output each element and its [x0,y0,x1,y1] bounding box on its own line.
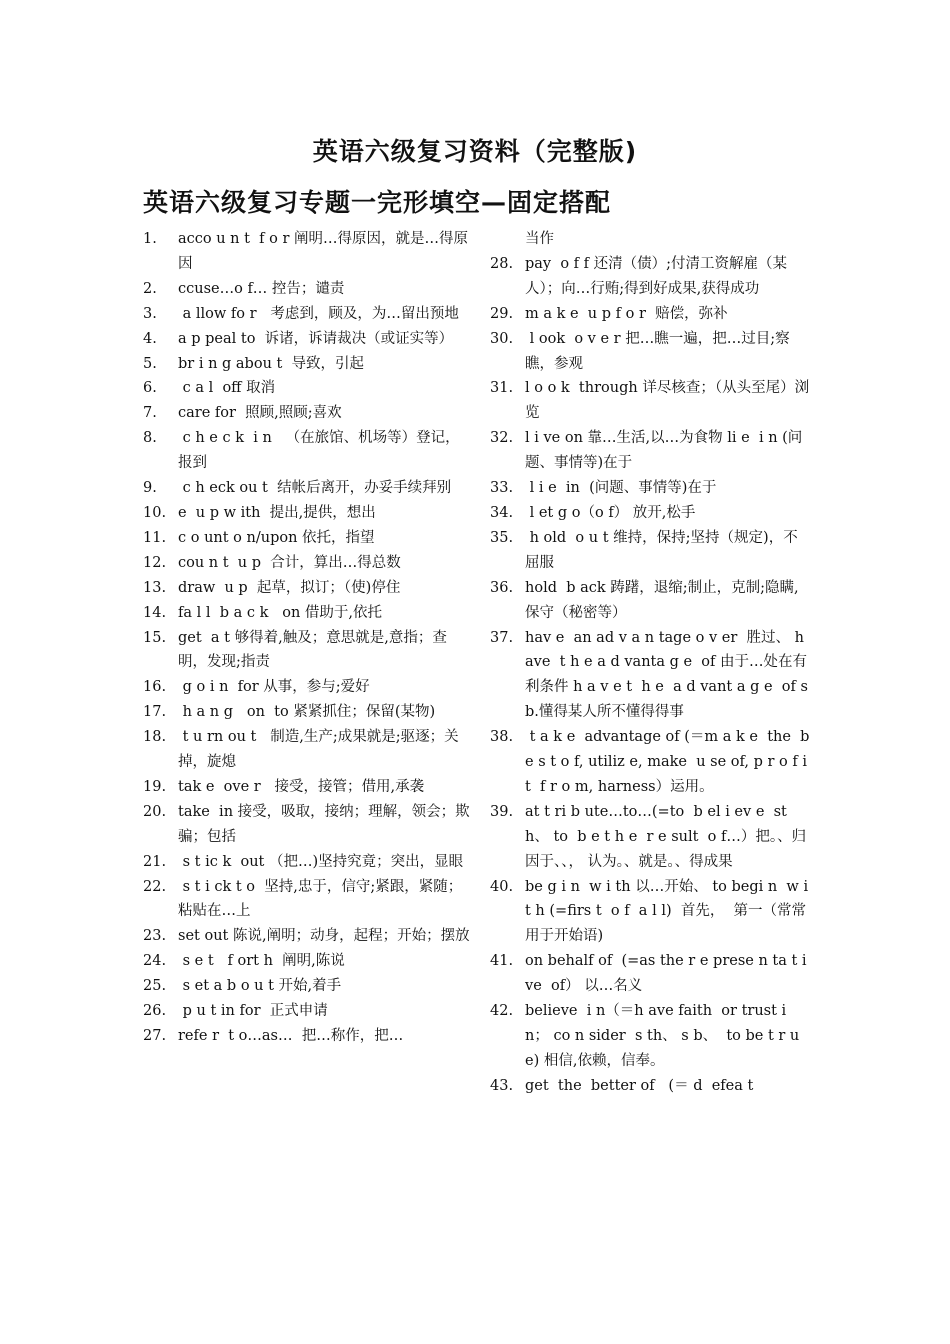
item-number: 25. [143,978,167,995]
list-item [143,626,473,676]
item-text: c h eck ou t 结帐后离开，办妥手续拜别 [178,480,452,497]
item-text: t u rn ou t 制造,生产;成果就是;驱逐；关掉，旋熄 [178,729,459,771]
item-number: 34. [490,504,514,521]
item-number: 30. [490,330,514,347]
list-item [143,924,473,949]
item-number: 8. [143,430,157,447]
item-number: 17. [143,704,167,721]
list-item [143,376,473,401]
item-number: 31. [490,380,514,397]
item-number: 9. [143,480,157,497]
item-text: c h e c k i n （在旅馆、机场等）登记，报到 [178,430,460,472]
item-number: 38. [490,729,514,746]
list-item [490,626,810,726]
list-item [143,675,473,700]
item-number: 23. [143,928,167,945]
list-item [143,576,473,601]
item-text: ccuse…o f… 控告；谴责 [178,280,345,297]
list-item [143,700,473,725]
item-number: 40. [490,878,514,895]
item-text: e u p w ith 提出,提供，想出 [178,504,376,521]
item-text: acco u n t f o r 阐明…得原因，就是…得原因 [178,231,469,272]
list-item [143,327,473,352]
list-item [490,875,813,950]
item-text: hold b ack 踌躇，退缩;制止，克制;隐瞒,保守（秘密等） [525,579,799,621]
item-number: 16. [143,679,167,696]
item-text: c a l off 取消 [178,380,276,397]
continuation-text: 当作 [525,231,554,247]
list-item [143,277,473,302]
list-item [143,875,473,925]
list-item [490,501,810,526]
item-number: 2. [143,280,157,297]
list-item [143,501,473,526]
item-text: h a n g on to 紧紧抓住；保留(某物) [178,704,436,721]
item-number: 37. [490,629,514,646]
list-item [490,476,810,501]
item-number: 21. [143,853,167,870]
list-item [490,1074,810,1099]
item-number: 18. [143,729,167,746]
item-number: 41. [490,953,514,970]
item-text: at t ri b ute…to…(=to b el i ev e st h、 to b e t h e r e sult o f…）把。、归因于、、， 认为。、就是。、得成果 [525,803,807,870]
item-number: 14. [143,604,167,621]
list-item [490,949,810,999]
item-text: t a k e advantage of (＝m a k e the b e s t o f, utiliz e, make u se of, p r o f i t f r o m, harness）运用。 [525,729,815,795]
list-item [143,302,473,327]
document-title: 英语六级复习资料（完整版) [312,137,638,166]
list-item [143,476,473,501]
item-text: be g i n w i th 以…开始、 to begi n w i t h (=firs t o f a l l) 首先， 第一（常常用于开始语) [525,878,813,945]
item-number: 22. [143,878,167,895]
item-text: l i e in (问题、事情等)在于 [525,480,717,497]
item-text: a llow fo r 考虑到，顾及，为…留出预地 [178,305,459,322]
list-item [143,1024,473,1049]
item-number: 3. [143,305,157,322]
item-text: l ook o v e r 把…瞧一遍，把…过目;察瞧，参观 [525,330,790,372]
item-text: a p peal to 诉诸，诉请裁决（或证实等） [178,330,454,347]
item-number: 7. [143,405,157,422]
item-text: cou n t u p 合计，算出…得总数 [178,554,401,571]
list-item [490,302,810,327]
item-text: s t ic k out （把…)坚持究竟；突出，显眼 [178,853,464,870]
list-item [143,850,473,875]
item-number: 20. [143,803,167,820]
item-text: m a k e u p f o r 赔偿，弥补 [525,305,728,322]
item-text: tak e ove r 接受，接管；借用,承袭 [178,778,425,795]
item-number: 39. [490,803,514,820]
item-text: p u t in for 正式申请 [178,1003,328,1020]
item-number: 12. [143,554,167,571]
list-item [143,227,473,277]
item-text: l et g o（o f） 放开,松手 [525,504,696,521]
list-item [143,800,473,850]
item-text: l i ve on 靠…生活,以…为食物 li e i n (问题、事情等)在于 [525,430,803,472]
item-number: 28. [490,255,514,272]
list-item [490,376,810,426]
list-item [143,974,473,999]
item-number: 32. [490,430,514,447]
left-column [143,227,473,1049]
list-item [490,526,810,576]
item-text: br i n g abou t 导致，引起 [178,355,365,372]
list-item [143,775,473,800]
item-text: get a t 够得着,触及；意思就是,意指；查明，发现;指责 [178,629,447,671]
item-text: on behalf of (=as the r e prese n ta t ive of） 以…名义 [525,953,807,995]
item-number: 10. [143,504,167,521]
item-text: hav e an ad v a n tage o v er 胜过、 have t h e a d vanta g e of 由于…处在有利条件 h a v e t h e a d vant a g e of sb.懂得某人所不懂得得事 [525,629,808,721]
item-number: 36. [490,579,514,596]
item-number: 24. [143,953,167,970]
item-text: take in 接受，吸取，接纳；理解，领会；欺骗；包括 [178,803,470,845]
list-item [143,949,473,974]
item-number: 4. [143,330,157,347]
item-text: c o unt o n/upon 依托，指望 [178,529,375,546]
list-item [490,725,815,800]
list-item [490,576,810,626]
item-text: s e t f ort h 阐明,陈说 [178,953,345,970]
item-text: s t i ck t o 坚持,忠于，信守;紧跟，紧随；粘贴在…上 [178,878,463,920]
item-text: h old o u t 维持，保持;坚持（规定)，不屈服 [525,529,798,571]
list-item [490,999,810,1074]
item-number: 42. [490,1003,514,1020]
list-item [490,327,810,377]
item-text: g o i n for 从事，参与;爱好 [178,679,370,696]
item-number: 27. [143,1028,167,1044]
item-text: pay o f f 还清（债）;付清工资解雇（某人）；向…行贿;得到好成果,获得成功 [525,255,788,297]
item-text: refe r t o…as… 把…称作，把… [178,1028,404,1044]
list-item [143,601,473,626]
item-text: believe i n（＝h ave faith or trust in； co n sider s th、 s b、 to be t r u e) 相信,依赖，信奉。 [525,1003,804,1069]
list-item [490,252,810,302]
section-title: 英语六级复习专题一完形填空—固定搭配 [143,188,612,217]
item-number: 1. [143,231,157,247]
item-number: 35. [490,529,514,546]
item-number: 5. [143,355,157,372]
item-text: draw u p 起草，拟订；（使)停住 [178,579,401,596]
list-item [143,725,473,775]
item-text: set out 陈说,阐明；动身，起程；开始；摆放 [178,928,470,945]
list-item [143,551,473,576]
item-text: care for 照顾,照顾;喜欢 [178,405,342,422]
list-item [143,352,473,377]
item-number: 26. [143,1003,167,1020]
right-column [490,227,815,1099]
item-number: 33. [490,480,514,497]
item-text: l o o k through 详尽核查；（从头至尾）浏览 [525,380,810,422]
list-item [143,426,473,476]
item-number: 13. [143,579,167,596]
list-item [490,426,810,476]
item-number: 43. [490,1077,514,1094]
list-item [143,401,473,426]
item-text: s et a b o u t 开始,着手 [178,978,342,995]
list-item [143,526,473,551]
item-text: get the better of (＝ d efea t [525,1077,754,1094]
item-number: 11. [143,529,167,546]
list-item [143,999,473,1024]
item-number: 19. [143,778,167,795]
item-text: fa l l b a c k on 借助于,依托 [178,604,382,621]
item-number: 15. [143,629,167,646]
list-item [490,800,810,875]
item-number: 6. [143,380,157,397]
item-number: 29. [490,305,514,322]
